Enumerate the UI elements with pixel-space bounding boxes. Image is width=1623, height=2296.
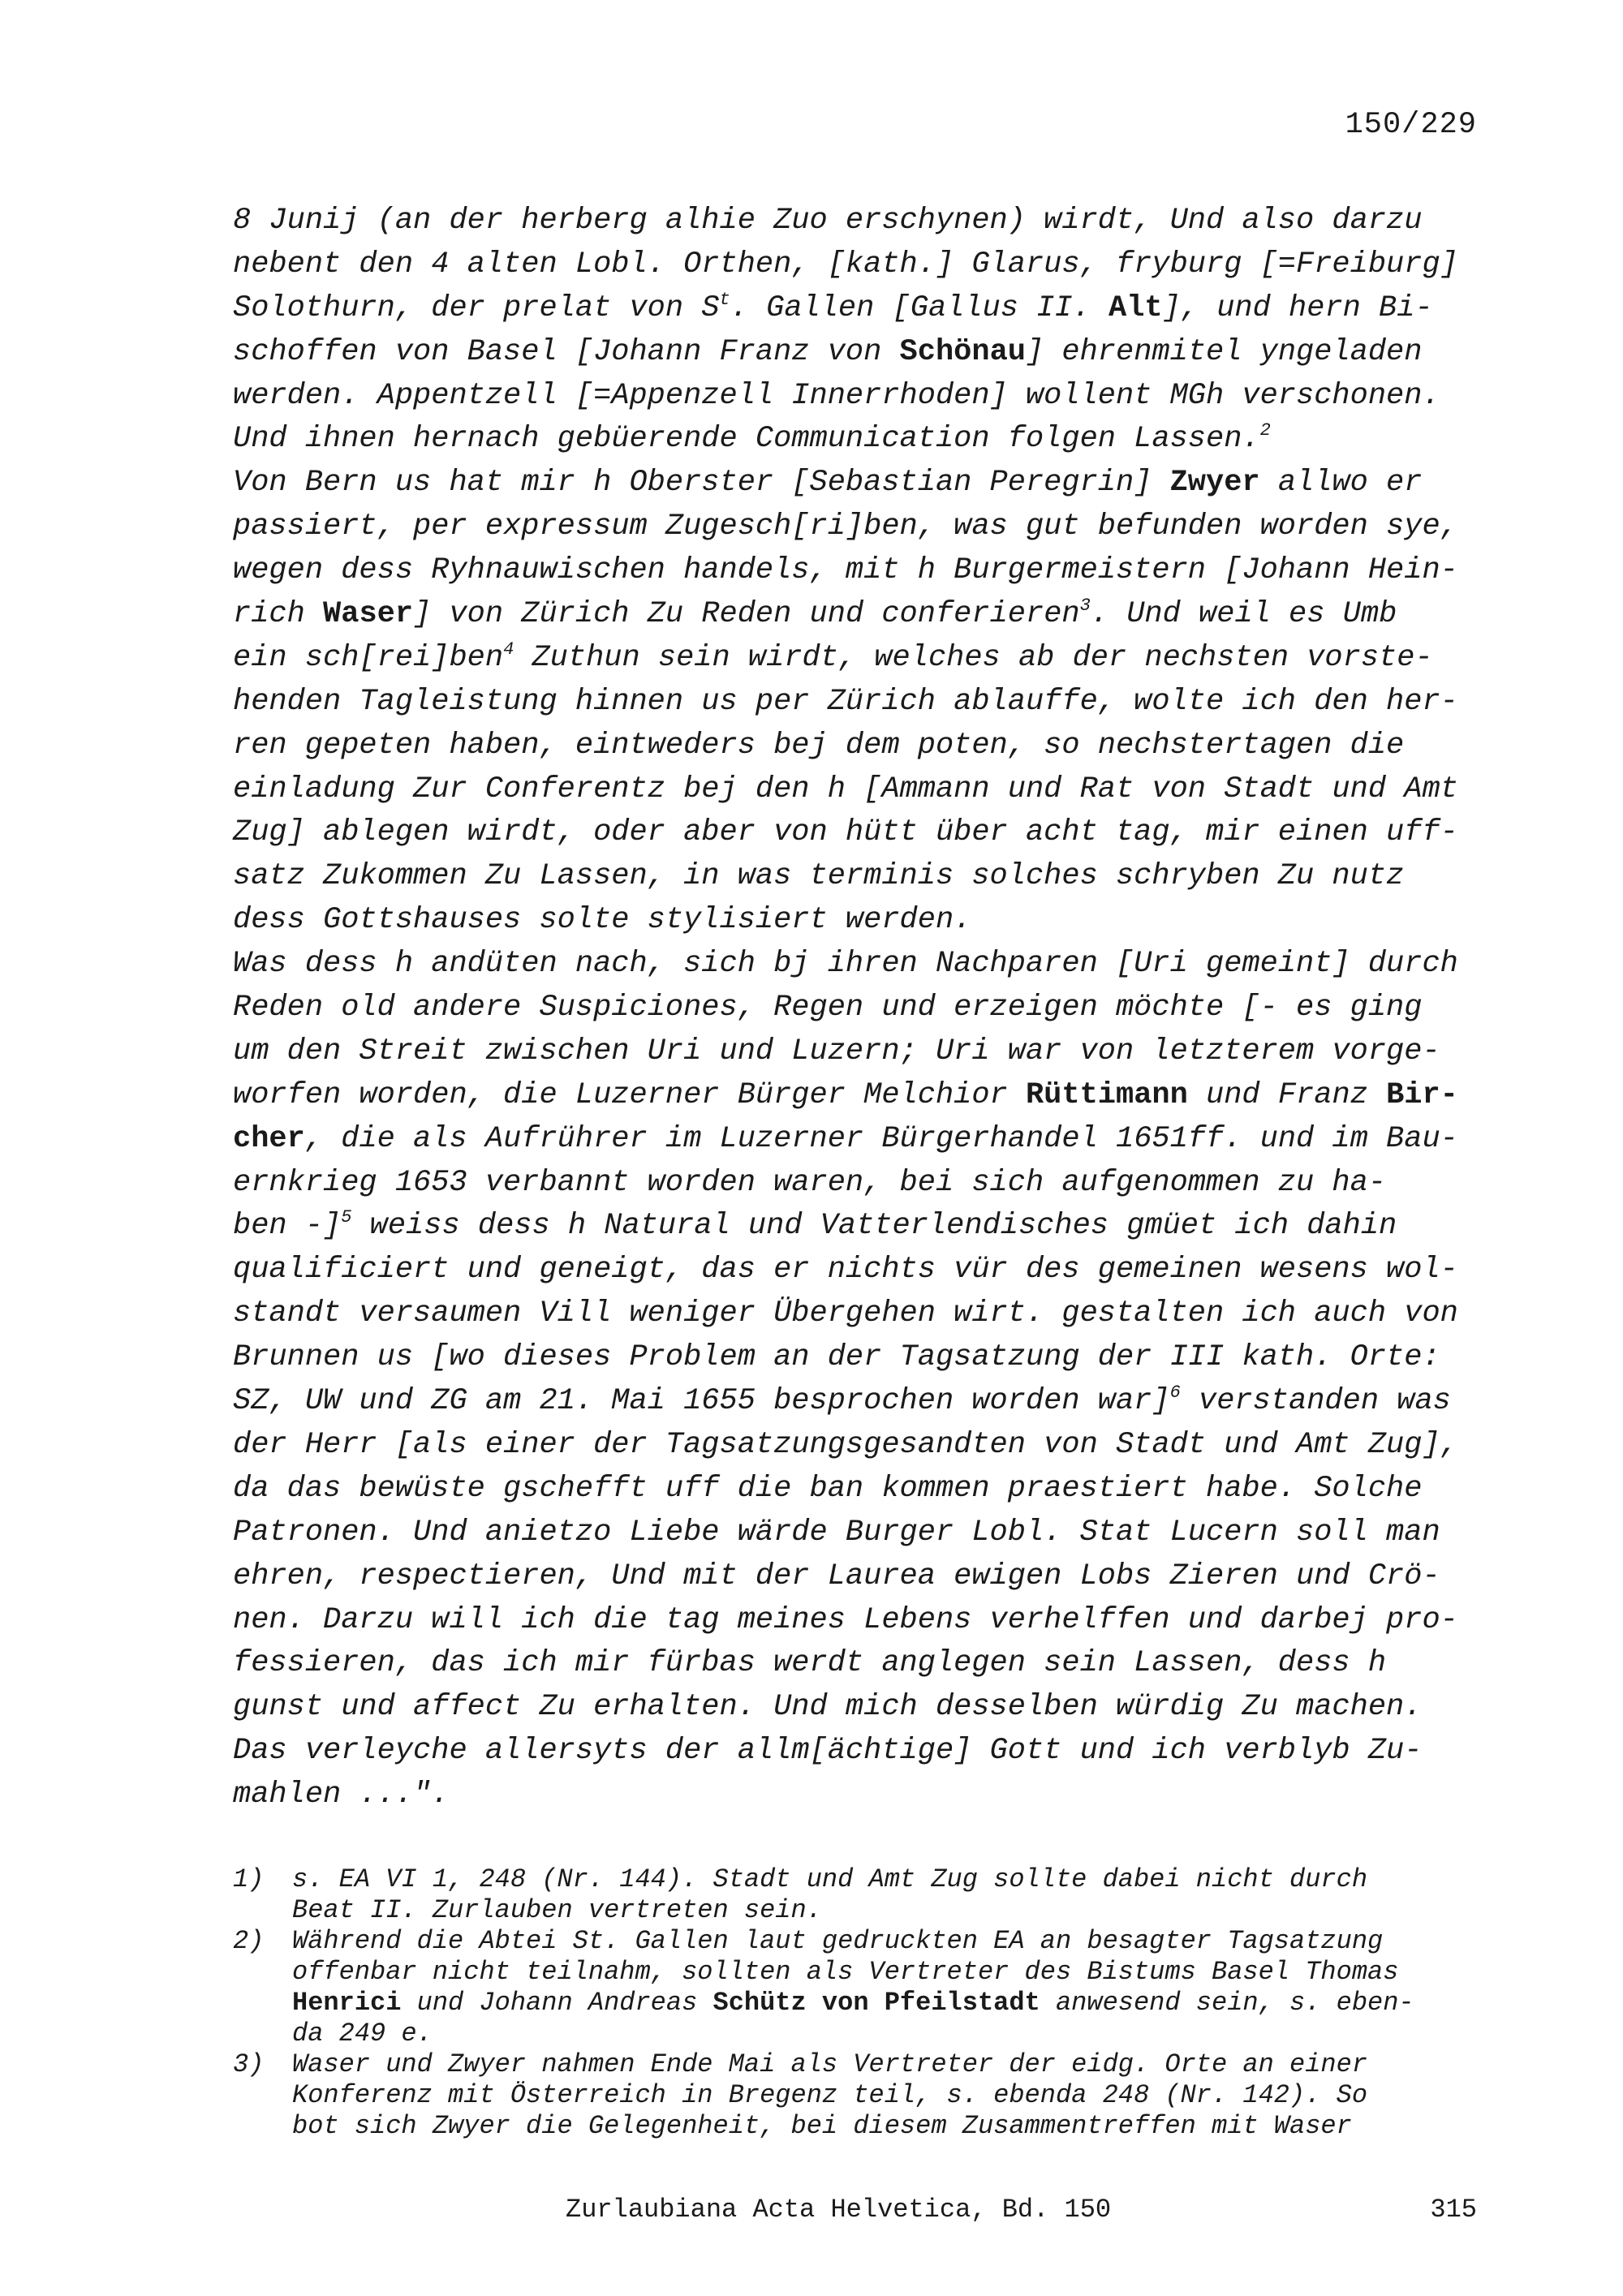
- text-line: [233, 1336, 1474, 1380]
- footnote-ref: 2: [1259, 420, 1271, 441]
- text-run: ren gepeten haben, eintweders bej dem poten, so nechstertagen die: [233, 728, 1405, 763]
- text-run: wegen dess Ryhnauwischen handels, mit h Burgermeistern [Johann Hein-: [233, 553, 1458, 588]
- bold-name: Schütz von Pfeilstadt: [712, 1988, 1040, 2018]
- text-line: [233, 1162, 1474, 1206]
- text-run: worfen worden, die Luzerner Bürger Melchior: [233, 1077, 1026, 1112]
- bold-name: Rüttimann: [1025, 1077, 1188, 1112]
- text-line: [233, 1686, 1474, 1730]
- text-run: Konferenz mit Österreich in Bregenz teil, s. ebenda 248 (Nr. 142). So: [292, 2080, 1368, 2110]
- text-run: nebent den 4 alten Lobl. Orthen, [kath.] Glarus, fryburg [=Freiburg]: [233, 247, 1458, 282]
- bold-name: Henrici: [292, 1988, 402, 2018]
- footnote-line: [292, 1926, 1499, 1957]
- text-run: allwo er: [1259, 466, 1423, 501]
- text-run: standt versaumen Vill weniger Übergehen wirt. gestalten ich auch von: [233, 1296, 1458, 1331]
- text-run: da 249 e.: [292, 2019, 433, 2049]
- footnote-line: [292, 2111, 1499, 2142]
- text-run: , die als Aufrührer im Luzerner Bürgerhandel 1651ff. und im Bau-: [304, 1121, 1458, 1156]
- text-line: [233, 943, 1474, 987]
- text-line: [233, 243, 1474, 287]
- bold-name: cher: [233, 1121, 305, 1156]
- bold-name: Bir-: [1386, 1077, 1458, 1112]
- bold-name: Zwyer: [1169, 466, 1260, 501]
- text-run: verstanden was: [1180, 1384, 1451, 1419]
- text-run: ben -]: [233, 1209, 342, 1244]
- text-run: ehren, respectieren, Und mit der Laurea ewigen Lobs Zieren und Crö-: [233, 1559, 1440, 1593]
- text-run: passiert, per expressum Zugesch[ri]ben, was gut befunden worden sye,: [233, 510, 1458, 544]
- text-line: [233, 1380, 1474, 1424]
- footer-page-number: 315: [1430, 2195, 1477, 2225]
- text-line: [233, 1599, 1474, 1643]
- text-line: [233, 681, 1474, 724]
- footnote-line: [292, 1957, 1499, 1988]
- text-run: Waser und Zwyer nahmen Ende Mai als Vertreter der eidg. Orte an einer: [292, 2049, 1368, 2079]
- text-line: [233, 1292, 1474, 1336]
- text-run: bot sich Zwyer die Gelegenheit, bei diesem Zusammentreffen mit Waser: [292, 2111, 1352, 2141]
- text-run: ] von Zürich Zu Reden und conferieren: [413, 597, 1080, 632]
- text-line: [233, 855, 1474, 899]
- text-line: [233, 1555, 1474, 1599]
- text-run: Was dess h andüten nach, sich bj ihren Nachparen [Uri gemeint] durch: [233, 947, 1458, 982]
- text-line: [233, 1511, 1474, 1555]
- bold-name: Waser: [323, 597, 414, 632]
- text-line: [233, 1249, 1474, 1292]
- footnote-line: [292, 2080, 1499, 2111]
- text-line: [233, 1730, 1474, 1774]
- text-run: s. EA VI 1, 248 (Nr. 144). Stadt und Amt Zug sollte dabei nicht durch: [292, 1864, 1368, 1894]
- footnote-ref: 6: [1169, 1382, 1181, 1404]
- footnote: [233, 2049, 1499, 2142]
- text-line: [233, 987, 1474, 1030]
- text-run: schoffen von Basel [Johann Franz von: [233, 334, 900, 369]
- text-run: Und ihnen hernach gebüerende Communication folgen Lassen.: [233, 422, 1260, 457]
- text-run: qualificiert und geneigt, das er nichts vür des gemeinen wesens wol-: [233, 1253, 1458, 1288]
- text-run: dess Gottshauses solte stylisiert werden.: [233, 903, 972, 938]
- text-run: mahlen ...".: [233, 1778, 450, 1812]
- text-run: ], und hern Bi-: [1162, 290, 1433, 325]
- text-run: henden Tagleistung hinnen us per Zürich ablauffe, wolte ich den her-: [233, 684, 1458, 719]
- text-run: Von Bern us hat mir h Oberster [Sebastian Peregrin]: [233, 466, 1170, 501]
- text-run: 8 Junij (an der herberg alhie Zuo erschynen) wirdt, Und also darzu: [233, 204, 1423, 238]
- footnotes: [233, 1864, 1499, 2142]
- text-run: gunst und affect Zu erhalten. Und mich desselben würdig Zu machen.: [233, 1690, 1423, 1725]
- text-line: [233, 637, 1474, 681]
- page-count: 150/229: [1345, 108, 1477, 142]
- footnote: [233, 1926, 1499, 2049]
- text-line: [233, 1074, 1474, 1118]
- text-run: anwesend sein, s. eben-: [1040, 1988, 1414, 2018]
- text-line: [233, 724, 1474, 768]
- text-line: [233, 1468, 1474, 1511]
- text-run: ein sch[rei]ben: [233, 640, 504, 675]
- text-line: [233, 549, 1474, 593]
- footnote: [233, 1864, 1499, 1926]
- text-line: [233, 899, 1474, 943]
- text-run: Das verleyche allersyts der allm[ächtige] Gott und ich verblyb Zu-: [233, 1734, 1423, 1769]
- text-run: offenbar nicht teilnahm, sollten als Vertreter des Bistums Basel Thomas: [292, 1957, 1399, 1987]
- text-run: . Und weil es Umb: [1090, 597, 1397, 632]
- text-line: [233, 811, 1474, 855]
- footnote-number: 1): [233, 1864, 265, 1894]
- text-run: weiss dess h Natural und Vatterlendisches gmüet ich dahin: [351, 1209, 1397, 1244]
- text-line: [233, 331, 1474, 375]
- footnote-number: 3): [233, 2049, 265, 2079]
- footnote-ref: 4: [503, 638, 514, 660]
- text-run: Patronen. Und anietzo Liebe wärde Burger Lobl. Stat Lucern soll man: [233, 1515, 1440, 1550]
- footnote-line: [292, 1864, 1499, 1895]
- text-run: einladung Zur Conferentz bej den h [Ammann und Rat von Stadt und Amt: [233, 772, 1458, 806]
- footnote-line: [292, 1895, 1499, 1926]
- text-line: [233, 768, 1474, 812]
- text-line: [233, 505, 1474, 549]
- text-run: nen. Darzu will ich die tag meines Lebens verhelffen und darbej pro-: [233, 1602, 1458, 1637]
- footnote-line: [292, 2019, 1499, 2049]
- text-line: [233, 287, 1474, 331]
- text-line: [233, 462, 1474, 505]
- text-line: [233, 418, 1474, 462]
- footnote-line: [292, 1988, 1499, 2019]
- text-line: [233, 1642, 1474, 1686]
- text-run: Solothurn, der prelat von S: [233, 290, 720, 325]
- bold-name: Schönau: [899, 334, 1026, 369]
- text-run: Reden old andere Suspiciones, Regen und erzeigen möchte [- es ging: [233, 991, 1423, 1025]
- bold-name: Alt: [1108, 290, 1163, 325]
- text-line: [233, 593, 1474, 637]
- text-run: um den Streit zwischen Uri und Luzern; Uri war von letzterem vorge-: [233, 1034, 1440, 1068]
- text-line: [233, 1030, 1474, 1074]
- footnote-ref: 5: [341, 1207, 352, 1228]
- text-run: ] ehrenmitel yngeladen: [1025, 334, 1423, 369]
- text-run: satz Zukommen Zu Lassen, in was terminis solches schryben Zu nutz: [233, 859, 1405, 894]
- text-run: der Herr [als einer der Tagsatzungsgesandten von Stadt und Amt Zug],: [233, 1427, 1458, 1462]
- text-line: [233, 1205, 1474, 1249]
- text-run: werden. Appentzell [=Appenzell Innerrhoden] wollent MGh verschonen.: [233, 378, 1440, 413]
- text-run: fessieren, das ich mir fürbas werdt anglegen sein Lassen, dess h: [233, 1646, 1387, 1681]
- text-run: Beat II. Zurlauben vertreten sein.: [292, 1895, 822, 1925]
- body-text: [233, 200, 1474, 1817]
- text-line: [233, 1424, 1474, 1468]
- text-run: SZ, UW und ZG am 21. Mai 1655 besprochen worden war]: [233, 1384, 1170, 1419]
- text-run: rich: [233, 597, 324, 632]
- footnote-number: 2): [233, 1926, 265, 1956]
- text-run: ernkrieg 1653 verbannt worden waren, bei sich aufgenommen zu ha-: [233, 1165, 1387, 1200]
- text-line: [233, 1118, 1474, 1162]
- text-run: . Gallen [Gallus II.: [730, 290, 1109, 325]
- text-run: da das bewüste gschefft uff die ban kommen praestiert habe. Solche: [233, 1471, 1423, 1506]
- text-run: Zug] ablegen wirdt, oder aber von hütt über acht tag, mir einen uff-: [233, 815, 1458, 850]
- footer-title: Zurlaubiana Acta Helvetica, Bd. 150: [566, 2195, 1112, 2225]
- text-line: [233, 375, 1474, 419]
- text-run: Brunnen us [wo dieses Problem an der Tagsatzung der III kath. Orte:: [233, 1340, 1440, 1375]
- text-run: Während die Abtei St. Gallen laut gedruckten EA an besagter Tagsatzung: [292, 1926, 1384, 1956]
- text-run: und Johann Andreas: [401, 1988, 713, 2018]
- text-run: und Franz: [1187, 1077, 1387, 1112]
- footnote-line: [292, 2049, 1499, 2080]
- text-line: [233, 1774, 1474, 1817]
- footnote-ref: t: [719, 289, 730, 310]
- text-run: Zuthun sein wirdt, welches ab der nechsten vorste-: [514, 640, 1433, 675]
- text-line: [233, 200, 1474, 243]
- footnote-ref: 3: [1079, 595, 1091, 617]
